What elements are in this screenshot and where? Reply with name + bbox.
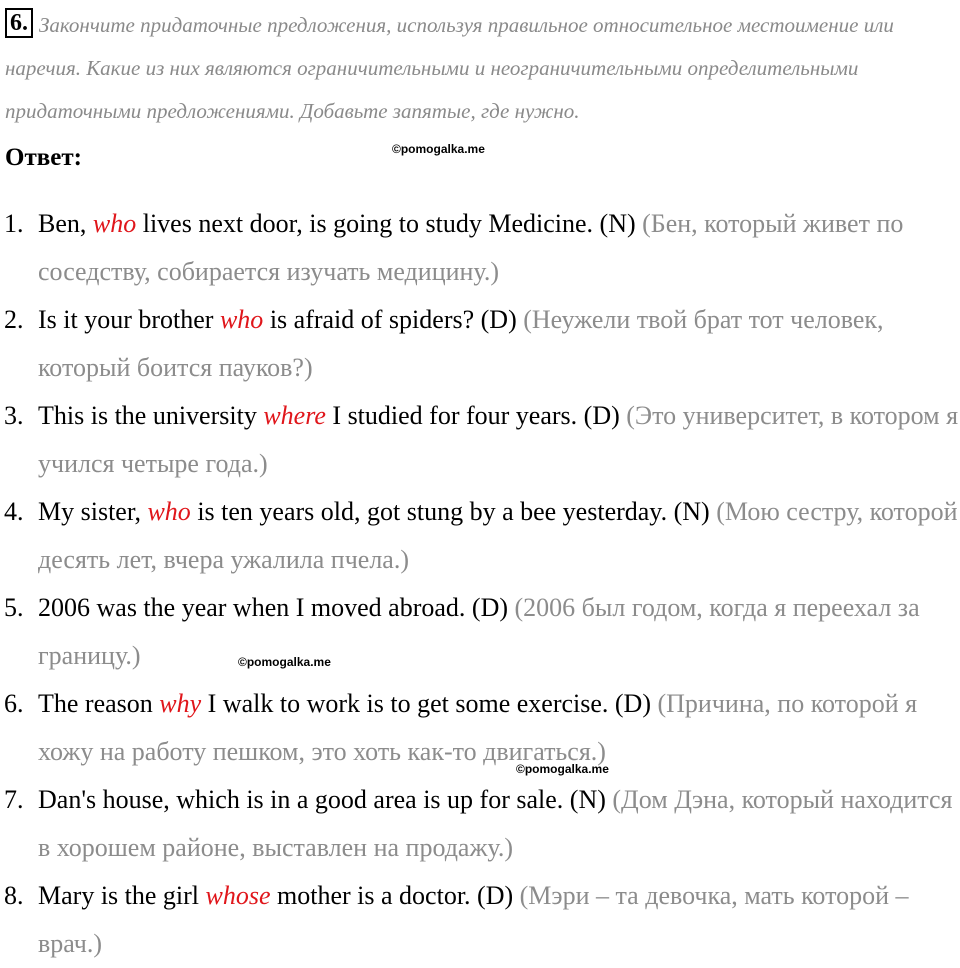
answer-label: Ответ: [5, 144, 82, 171]
translation: (Дом Дэна, который находится в хорошем районе, выставлен на продажу.) [38, 785, 953, 862]
translation: (Причина, по которой я хожу на работу пешком, это хоть как-то двигаться.) [38, 689, 918, 766]
translation: (Неужели твой брат тот человек, который боится пауков?) [38, 305, 884, 382]
list-item [0, 200, 960, 296]
list-item [0, 392, 960, 488]
translation: (Бен, который живет по соседству, собирается изучать медицину.) [38, 209, 904, 286]
task-instructions [5, 4, 955, 133]
translation: (Мою сестру, которой десять лет, вчера ужалила пчела.) [38, 497, 958, 574]
list-item [0, 872, 960, 968]
item-number: 2. [4, 305, 24, 334]
list-item [0, 296, 960, 392]
task-number: 6. [5, 8, 33, 38]
sentence-start: Dan's house, which is in a good area is up for sale. (N) [38, 785, 613, 814]
translation: (2006 был годом, когда я переехал за границу.) [38, 593, 920, 670]
relative-word: who [147, 497, 191, 526]
relative-word: who [92, 209, 137, 238]
sentence-start: The reason [38, 689, 160, 718]
list-item [0, 488, 960, 584]
sentence-start: 2006 was the year when I moved abroad. (D) [38, 593, 515, 622]
watermark: ©pomogalka.me [516, 762, 609, 776]
relative-word: where [263, 401, 326, 430]
relative-word: why [159, 689, 202, 718]
answer-list [0, 200, 960, 968]
sentence-start: Ben, [38, 209, 93, 238]
item-number: 1. [4, 209, 24, 238]
sentence-end: I studied for four years. (D) [325, 401, 627, 430]
translation: (Мэри – та девочка, мать которой – врач.) [38, 881, 909, 958]
list-item [0, 680, 960, 776]
sentence-end: lives next door, is going to study Medicine. (N) [136, 209, 643, 238]
watermark: ©pomogalka.me [238, 655, 331, 669]
sentence-end: is ten years old, got stung by a bee yesterday. (N) [190, 497, 717, 526]
item-number: 8. [4, 881, 24, 910]
sentence-start: Mary is the girl [38, 881, 206, 910]
sentence-end: I walk to work is to get some exercise. (D) [201, 689, 658, 718]
sentence-end: is afraid of spiders? (D) [263, 305, 524, 334]
list-item [0, 776, 960, 872]
item-number: 5. [4, 593, 24, 622]
task-text: Закончите придаточные предложения, используя правильное относительное местоимение или наречия. Какие из них являются ограничительными и неограничительными определительными придаточными предложениями. Добавьте запятые, где нужно. [5, 13, 894, 123]
item-number: 6. [4, 689, 24, 718]
sentence-start: My sister, [38, 497, 148, 526]
relative-word: who [219, 305, 264, 334]
item-number: 3. [4, 401, 24, 430]
relative-word: whose [205, 881, 271, 910]
sentence-end: mother is a doctor. (D) [270, 881, 520, 910]
list-item [0, 584, 960, 680]
item-number: 4. [4, 497, 24, 526]
translation: (Это университет, в котором я учился четыре года.) [38, 401, 959, 478]
sentence-start: Is it your brother [38, 305, 220, 334]
watermark: ©pomogalka.me [392, 142, 485, 156]
item-number: 7. [4, 785, 24, 814]
sentence-start: This is the university [38, 401, 264, 430]
